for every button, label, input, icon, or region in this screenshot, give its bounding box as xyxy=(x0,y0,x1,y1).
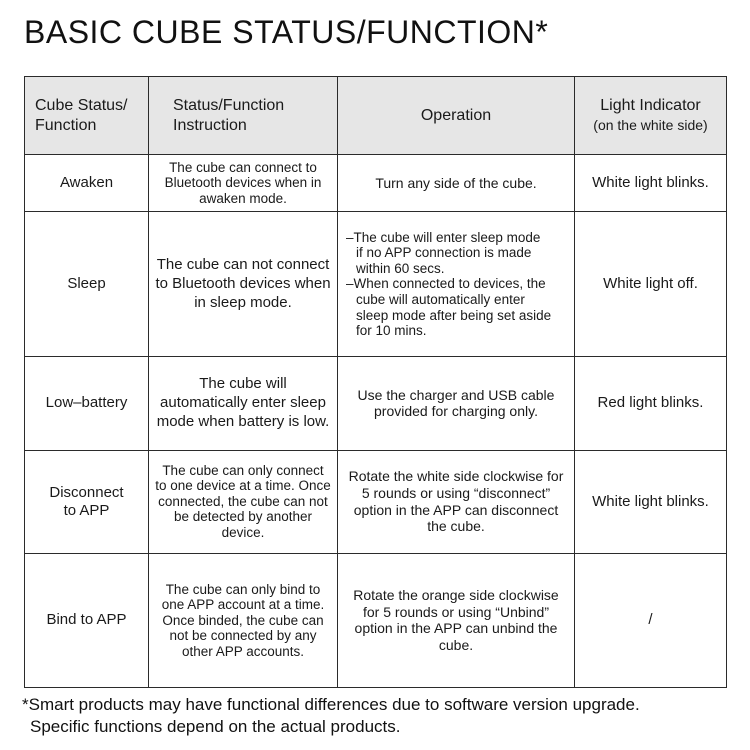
footnote xyxy=(22,694,742,738)
row-low-battery-operation: Use the charger and USB cable provided for charging only. xyxy=(338,357,575,450)
header-operation: Operation xyxy=(338,77,575,155)
row-awaken-light: White light blinks. xyxy=(575,155,727,212)
disconnect-status-line2: to APP xyxy=(63,501,110,519)
header-instruction-line1: Status/Function xyxy=(173,97,285,115)
sleep-operation-line: for 10 mins. xyxy=(356,323,427,339)
sleep-operation-line: sleep mode after being set aside xyxy=(356,307,552,323)
header-cube-status-line1: Cube Status/ xyxy=(35,97,128,115)
row-low-battery-instruction: The cube will automatically enter sleep mode when battery is low. xyxy=(149,357,338,450)
table-row xyxy=(25,155,727,212)
table-row xyxy=(25,553,727,687)
sleep-operation-line: if no APP connection is made xyxy=(356,245,532,261)
row-bind-status: Bind to APP xyxy=(25,553,149,687)
sleep-operation-line: –The cube will enter sleep mode xyxy=(346,229,541,245)
table-row xyxy=(25,212,727,357)
footnote-line1: *Smart products may have functional differences due to software version upgrade. xyxy=(22,695,640,714)
row-low-battery-light: Red light blinks. xyxy=(575,357,727,450)
row-disconnect-status xyxy=(25,450,149,553)
row-sleep-operation xyxy=(338,212,575,357)
row-disconnect-light: White light blinks. xyxy=(575,450,727,553)
row-sleep-light: White light off. xyxy=(575,212,727,357)
row-sleep-status: Sleep xyxy=(25,212,149,357)
status-function-table xyxy=(24,76,727,688)
header-light-line2: (on the white side) xyxy=(593,116,708,133)
row-awaken-status: Awaken xyxy=(25,155,149,212)
header-cube-status xyxy=(25,77,149,155)
row-sleep-instruction: The cube can not connect to Bluetooth devices when in sleep mode. xyxy=(149,212,338,357)
sleep-operation-line: within 60 secs. xyxy=(356,260,445,276)
row-low-battery-status: Low–battery xyxy=(25,357,149,450)
footnote-line2: Specific functions depend on the actual products. xyxy=(30,717,401,737)
row-awaken-operation: Turn any side of the cube. xyxy=(338,155,575,212)
header-light-indicator xyxy=(575,77,727,155)
header-cube-status-line2: Function xyxy=(35,116,97,134)
row-bind-operation: Rotate the orange side clockwise for 5 rounds or using “Unbind” option in the APP can unbind the cube. xyxy=(338,553,575,687)
row-disconnect-operation: Rotate the white side clockwise for 5 rounds or using “disconnect” option in the APP can disconnect the cube. xyxy=(338,450,575,553)
table-header-row xyxy=(25,77,727,155)
header-instruction-line2: Instruction xyxy=(173,116,247,134)
header-instruction xyxy=(149,77,338,155)
table-row xyxy=(25,357,727,450)
page-title: BASIC CUBE STATUS/FUNCTION* xyxy=(24,14,549,50)
row-bind-instruction: The cube can only bind to one APP account at a time. Once binded, the cube can not be connected by any other APP accounts. xyxy=(149,553,338,687)
sleep-operation-line: –When connected to devices, the xyxy=(346,276,546,292)
sleep-operation-line: cube will automatically enter xyxy=(356,291,525,307)
header-light-line1: Light Indicator xyxy=(600,97,701,115)
table-row xyxy=(25,450,727,553)
row-disconnect-instruction: The cube can only connect to one device at a time. Once connected, the cube can not be detected by another device. xyxy=(149,450,338,553)
disconnect-status-line1: Disconnect xyxy=(49,483,124,501)
row-awaken-instruction: The cube can connect to Bluetooth devices when in awaken mode. xyxy=(149,155,338,212)
row-bind-light: / xyxy=(575,553,727,687)
